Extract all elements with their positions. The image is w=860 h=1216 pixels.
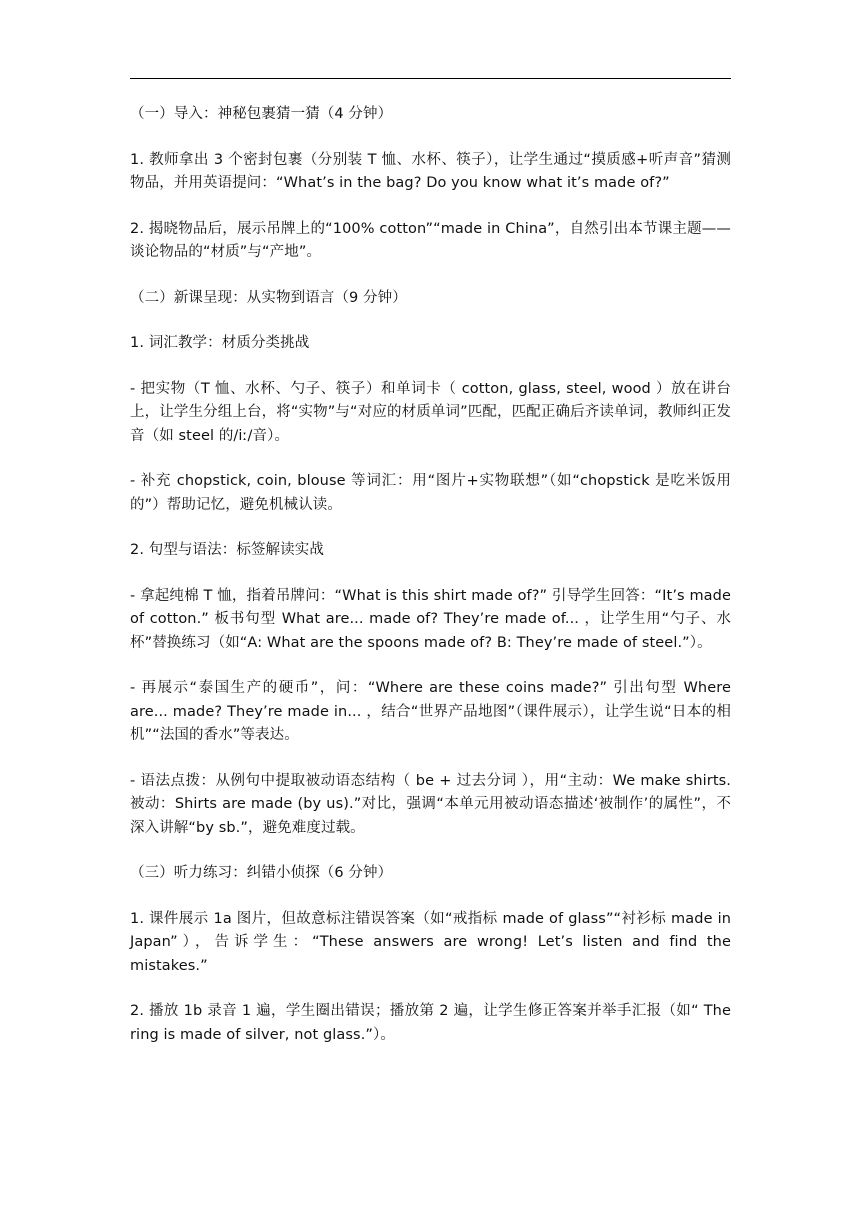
paragraph: 2. 播放 1b 录音 1 遍，学生圈出错误；播放第 2 遍，让学生修正答案并举手汇报（如“ The ring is made of silver, not glass.”）。 — [130, 1003, 731, 1043]
section-heading-intro: （一）导入：神秘包裹猜一猜（4 分钟） — [130, 106, 393, 122]
document-body — [130, 103, 731, 1069]
paragraph: - 拿起纯棉 T 恤，指着吊牌问：“What is this shirt made of?” 引导学生回答：“It’s made of cotton.” 板书句型 What are... made of? They’re made of... ，让学生用“勺子、水杯”替换练习（如“A: What are the spoons made of? B: They’re made of steel.”）。 — [130, 587, 731, 651]
section-heading-presentation: （二）新课呈现：从实物到语言（9 分钟） — [130, 289, 407, 306]
paragraph: - 再展示“泰国生产的硬币”，问：“Where are these coins made?” 引出句型 Where are... made? They’re made in... ，结合“世界产品地图”（课件展示），让学生说“日本的相机”“法国的香水”等表达。 — [130, 680, 731, 743]
paragraph: 1. 教师拿出 3 个密封包裹（分别装 T 恤、水杯、筷子），让学生通过“摸质感+听声音”猜测物品，并用英语提问：“What’s in the bag? Do you know what it’s made of?” — [130, 151, 731, 191]
paragraph: 1. 词汇教学：材质分类挑战 — [130, 335, 310, 351]
paragraph: 1. 课件展示 1a 图片，但故意标注错误答案（如“戒指标 made of glass”“衬衫标 made in Japan”），告诉学生：“These answers are wrong! Let’s listen and find the mistakes.” — [130, 910, 731, 974]
paragraph: 2. 揭晓物品后，展示吊牌上的“100% cotton”“made in China”，自然引出本节课主题——谈论物品的“材质”与“产地”。 — [130, 220, 731, 260]
paragraph: 2. 句型与语法：标签解读实战 — [130, 542, 324, 558]
paragraph: - 语法点拨：从例句中提取被动语态结构（ be + 过去分词 ），用“主动：We make shirts. 被动：Shirts are made (by us).”对比，强调“本单元用被动语态描述‘被制作’的属性”，不深入讲解“by sb.”，避免难度过载。 — [130, 772, 731, 836]
header-rule — [130, 78, 731, 79]
paragraph: - 补充 chopstick, coin, blouse 等词汇：用“图片+实物联想”（如“chopstick 是吃米饭用的”）帮助记忆，避免机械认读。 — [130, 473, 731, 513]
paragraph: - 把实物（T 恤、水杯、勺子、筷子）和单词卡（ cotton, glass, steel, wood ）放在讲台上，让学生分组上台，将“实物”与“对应的材质单词”匹配，匹配正确后齐读单词，教师纠正发音（如 steel 的/iː/音）。 — [130, 380, 731, 444]
section-heading-listening: （三）听力练习：纠错小侦探（6 分钟） — [130, 865, 393, 881]
